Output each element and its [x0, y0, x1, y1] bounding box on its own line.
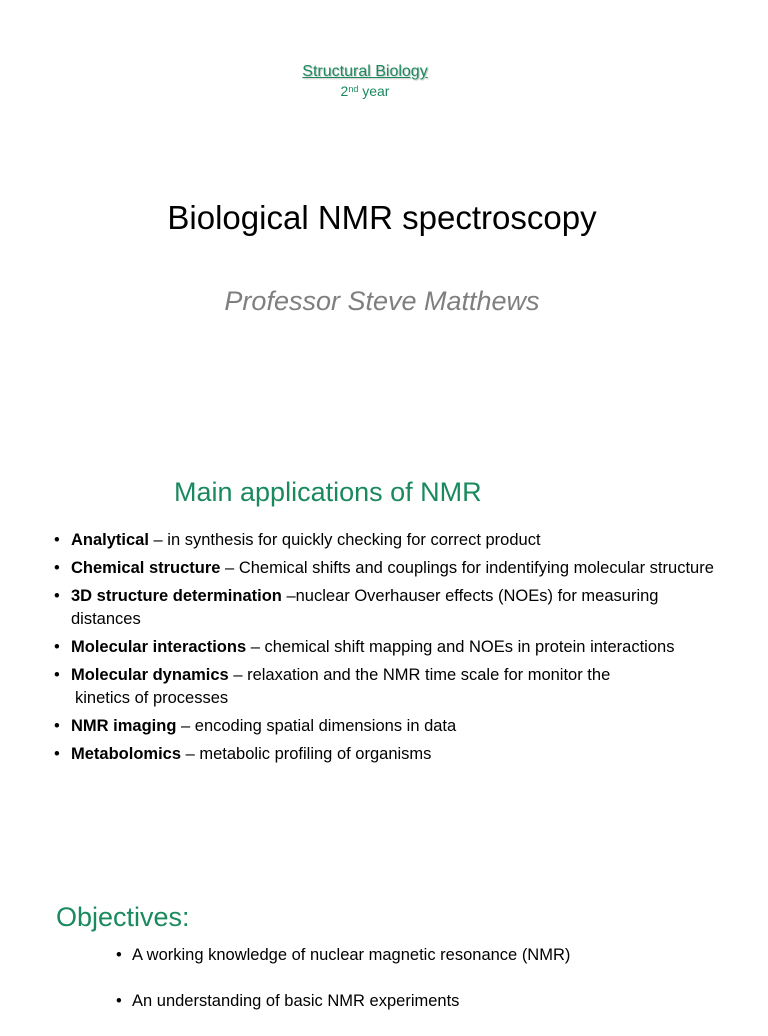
bullet-icon: • [116, 992, 122, 1010]
bullet-icon: • [54, 559, 60, 577]
course-header [0, 62, 730, 100]
course-title: Structural Biology [302, 63, 428, 80]
year-number: 2 [340, 83, 349, 99]
objectives-list [116, 944, 736, 1036]
item-desc: – encoding spatial dimensions in data [176, 717, 457, 735]
item-desc: –nuclear Overhauser effects (NOEs) for measuring distances [71, 587, 659, 628]
item-term: Analytical [71, 531, 149, 549]
bullet-icon: • [54, 717, 60, 735]
year-suffix: nd [348, 84, 359, 94]
item-term: Molecular dynamics [71, 666, 229, 684]
list-item [54, 715, 714, 738]
list-item [54, 557, 714, 580]
item-term: Molecular interactions [71, 638, 247, 656]
objective-text: An understanding of basic NMR experiments [132, 992, 460, 1010]
course-year [0, 82, 730, 100]
bullet-icon: • [54, 531, 60, 549]
item-term: NMR imaging [71, 717, 177, 735]
list-item [54, 743, 714, 766]
item-term: Metabolomics [71, 745, 182, 763]
item-desc: – relaxation and the NMR time scale for monitor the [228, 666, 611, 684]
bullet-icon: • [54, 666, 60, 684]
page-title: Biological NMR spectroscopy [167, 199, 597, 236]
author-name: Professor Steve Matthews [224, 286, 540, 316]
bullet-icon: • [54, 638, 60, 656]
objective-text: A working knowledge of nuclear magnetic resonance (NMR) [132, 946, 571, 964]
item-continuation: kinetics of processes [75, 689, 229, 707]
year-word: year [362, 83, 390, 99]
applications-list [54, 529, 714, 771]
bullet-icon: • [54, 587, 60, 605]
item-desc: – Chemical shifts and couplings for indentifying molecular structure [220, 559, 714, 577]
list-item [54, 636, 714, 659]
bullet-icon: • [116, 946, 122, 964]
item-term: 3D structure determination [71, 587, 282, 605]
applications-heading: Main applications of NMR [174, 477, 482, 507]
item-desc: – chemical shift mapping and NOEs in protein interactions [246, 638, 675, 656]
objectives-heading: Objectives: [56, 902, 190, 932]
list-item [116, 990, 736, 1013]
item-desc: – in synthesis for quickly checking for correct product [148, 531, 541, 549]
list-item [54, 585, 714, 631]
bullet-icon: • [54, 745, 60, 763]
item-term: Chemical structure [71, 559, 221, 577]
list-item [116, 944, 736, 967]
item-desc: – metabolic profiling of organisms [181, 745, 432, 763]
list-item [54, 529, 714, 552]
list-item [54, 664, 714, 710]
